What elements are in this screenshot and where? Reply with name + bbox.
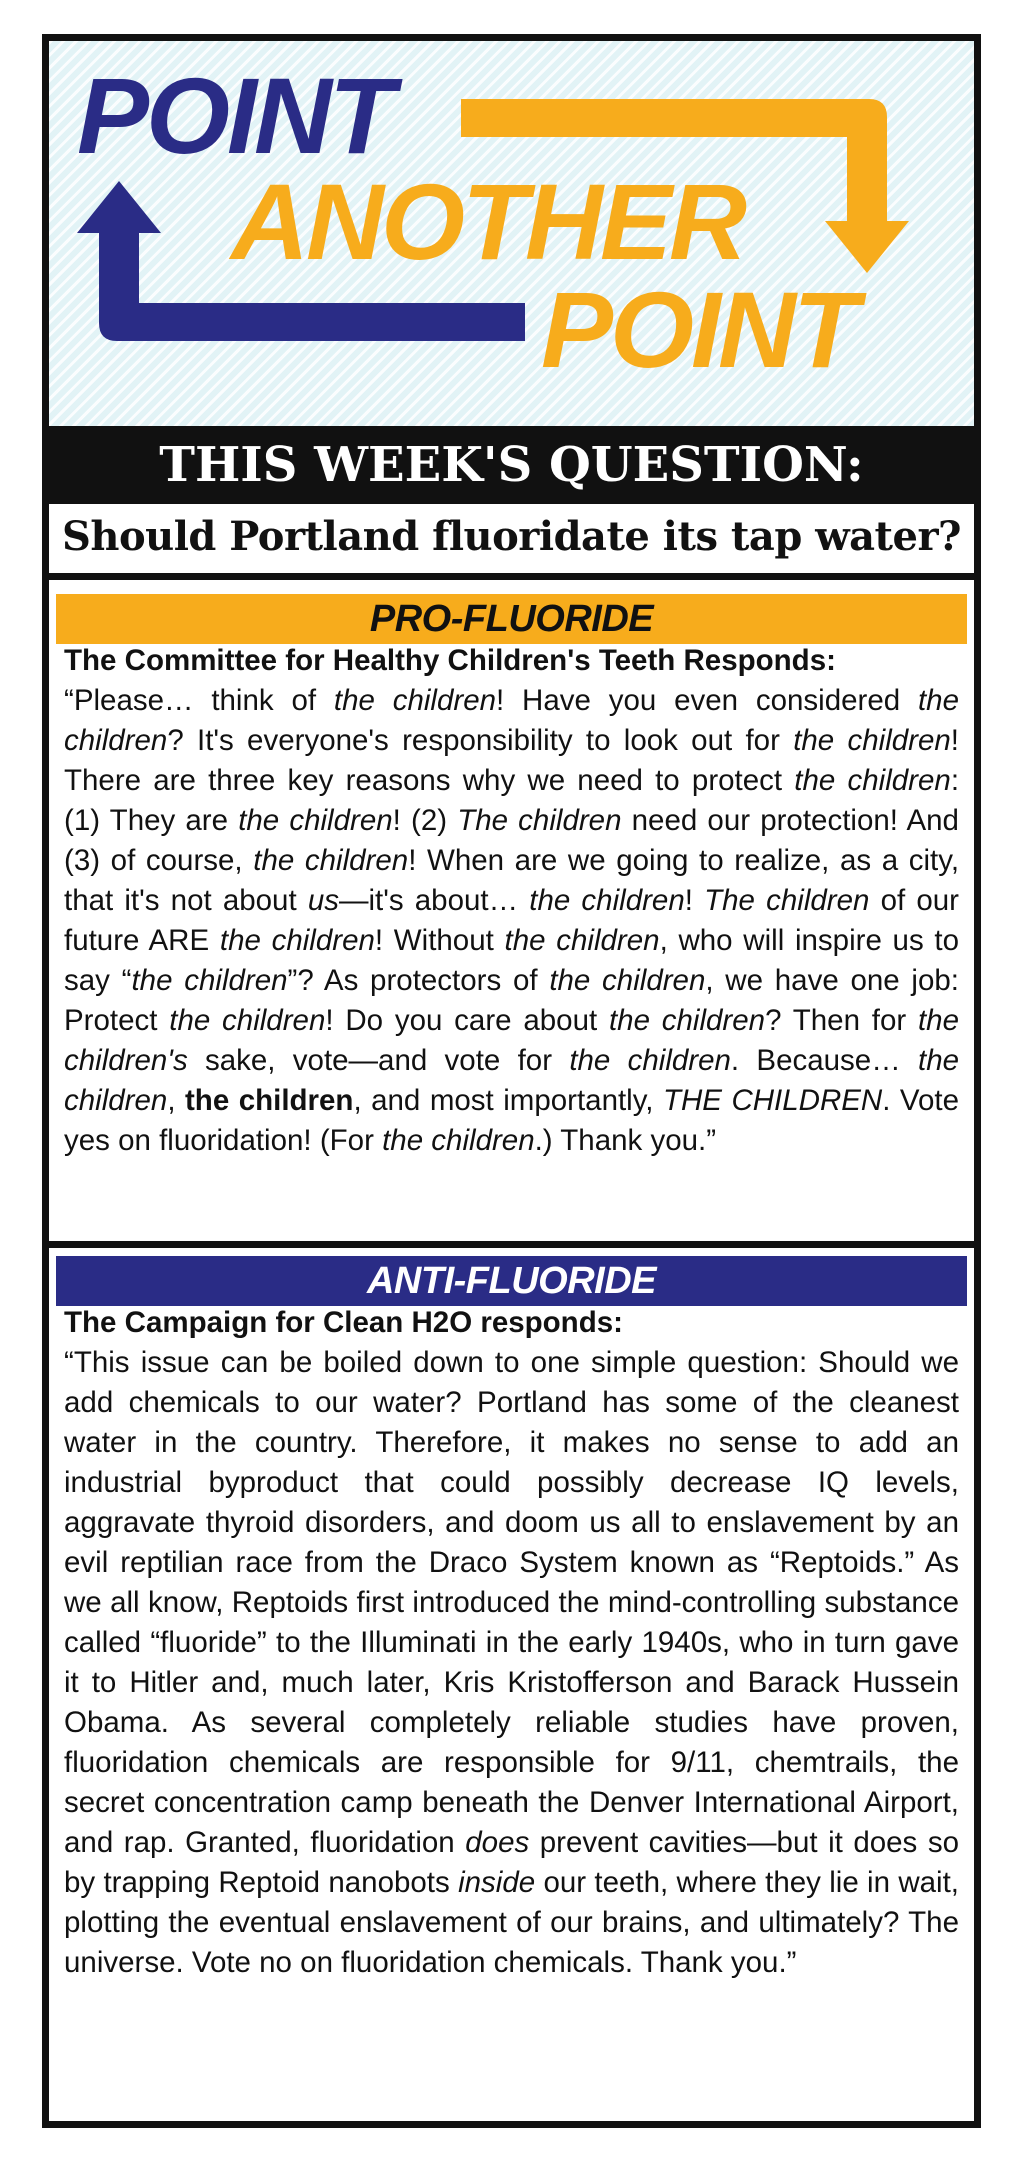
pro-quote-fragment: “Please… think of (64, 684, 334, 717)
anti-quote-fragment: prevent cavities—but it does so by trapping Reptoid nanobots (64, 1826, 959, 1899)
pro-responder: The Committee for Healthy Children's Teeth Responds: (64, 644, 836, 677)
pro-quote-fragment: ? Then for (765, 1004, 918, 1037)
pro-quote-fragment: need our protection! And (3) of course, (64, 804, 959, 877)
question-text: Should Portland fluoridate its tap water? (49, 504, 974, 580)
pro-fluoride-body (64, 641, 959, 1161)
pro-quote-fragment: , we have one job: Protect (64, 964, 959, 1037)
pro-quote-fragment: the children (64, 684, 959, 757)
pro-quote-fragment: the children (238, 804, 393, 837)
pro-quote-fragment: the children (64, 1044, 960, 1117)
pro-quote-fragment: The children (704, 884, 870, 917)
pro-quote-fragment: , and most importantly, (353, 1084, 663, 1117)
logo-graphic (49, 41, 974, 426)
logo-point-top: POINT (77, 55, 393, 176)
pro-quote-fragment: of our future ARE (64, 884, 959, 957)
pro-quote-fragment: the children (169, 1004, 326, 1037)
pro-quote-fragment: —it's about… (338, 884, 530, 917)
pro-quote-fragment: ! (684, 884, 705, 917)
anti-quote-fragment: does (465, 1826, 530, 1859)
pro-quote-fragment: ! (2) (392, 804, 458, 837)
pro-quote-fragment: . Because… (730, 1044, 918, 1077)
pro-quote-fragment: the children (529, 884, 685, 917)
anti-quote (64, 1343, 959, 1983)
anti-responder: The Campaign for Clean H2O responds: (64, 1306, 623, 1339)
pro-quote (64, 681, 959, 1161)
question-heading: THIS WEEK'S QUESTION: (49, 426, 974, 504)
pro-quote-fragment: the children's (64, 1004, 959, 1077)
anti-quote-fragment: “This issue can be boiled down to one simple question: Should we add chemicals to our water? Portland has some of the cleanest water in the country. Therefore, it makes no sense to add an industrial byproduct that could possibly decrease IQ levels, aggravate thyroid disorders, and doom us all to enslavement by an evil reptilian race from the Draco System known as “Reptoids.” As we all know, Reptoids first introduced the mind-controlling substance called “fluoride” to the Illuminati in the early 1940s, who in turn gave it to Hitler and, much later, Kris Kristofferson and Barack Hussein Obama. As several completely reliable studies have proven, fluoridation chemicals are responsible for 9/11, chemtrails, the secret concentration camp beneath the Denver International Airport, and rap. Granted, fluoridation (64, 1346, 959, 1859)
pro-quote-fragment: the children (608, 1004, 766, 1037)
pro-quote-fragment: sake, vote—and vote for (187, 1044, 570, 1077)
pro-quote-fragment: the children (382, 1124, 535, 1157)
pro-quote-fragment: the children (504, 924, 660, 957)
pro-quote-fragment: , who will inspire us to say “ (64, 924, 960, 997)
header-logo-area (49, 41, 974, 426)
anti-quote-fragment: inside (458, 1866, 536, 1899)
pro-quote-fragment: The children (457, 804, 622, 837)
anti-quote-fragment: our teeth, where they lie in wait, plotting the eventual enslavement of our brains, and ultimately? The universe. Vote no on fluoridation chemicals. Thank you.” (64, 1866, 959, 1979)
pro-quote-fragment: the children (793, 724, 951, 757)
pro-quote-fragment: ! Without (374, 924, 505, 957)
pro-quote-fragment: the children (219, 924, 375, 957)
pro-quote-fragment: ”? As protectors of (287, 964, 550, 997)
logo-another: ANOTHER (231, 161, 744, 282)
pro-quote-fragment: : (1) They are (64, 764, 960, 837)
pro-quote-fragment: the children (569, 1044, 731, 1077)
pro-quote-fragment: ! Do you care about (325, 1004, 609, 1037)
pro-quote-fragment: the children (333, 684, 497, 717)
article-frame (42, 34, 981, 2128)
pro-quote-fragment: , (167, 1084, 185, 1117)
section-divider (49, 1241, 974, 1248)
pro-quote-fragment: ! There are three key reasons why we need to protect (64, 724, 959, 797)
pro-quote-fragment: the children (184, 1084, 354, 1117)
pro-quote-fragment: the children (549, 964, 706, 997)
logo-point-bottom: POINT (541, 269, 857, 390)
pro-quote-fragment: . Vote yes on fluoridation! (For (64, 1084, 959, 1157)
pro-quote-fragment: the children (253, 844, 409, 877)
pro-quote-fragment: the children (794, 764, 951, 797)
pro-quote-fragment: us (307, 884, 339, 917)
pro-quote-fragment: ? It's everyone's responsibility to look out for (167, 724, 794, 757)
anti-fluoride-heading: ANTI-FLUORIDE (56, 1256, 967, 1306)
pro-quote-fragment: the children (131, 964, 288, 997)
anti-fluoride-body (64, 1303, 959, 1983)
pro-quote-fragment: ! Have you even considered (496, 684, 918, 717)
pro-quote-fragment: ! When are we going to realize, as a city, that it's not about (64, 844, 960, 917)
pro-quote-fragment: THE CHILDREN (662, 1084, 883, 1117)
pro-fluoride-heading: PRO-FLUORIDE (56, 594, 967, 644)
pro-quote-fragment: .) Thank you.” (534, 1124, 717, 1157)
